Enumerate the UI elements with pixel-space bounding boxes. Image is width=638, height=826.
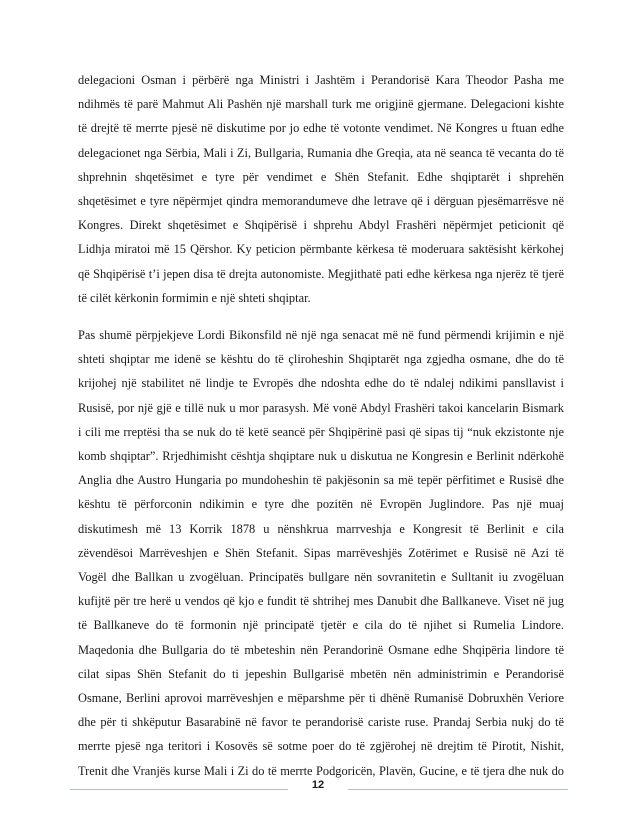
text-line: delegacioni Osman i përbërë nga Ministri i Jashtëm i Perandorisë Kara Theodor Pasha me (78, 73, 564, 87)
text-line: zëvendësoi Marrëveshjen e Shën Stefanit. Sipas marrëveshjës Zotërimet e Rusisë në Azi të (78, 545, 564, 560)
paragraph-2 (78, 323, 564, 783)
document-body (78, 68, 564, 783)
text-line: kufijtë për tre herë u vendos që kjo e fundit të shtrihej mes Danubit dhe Ballkaneve. Viset në jug (78, 594, 564, 609)
text-line: kështu të përforconin ndikimin e tyre dhe pozitën në Evropën Juglindore. Pas një muaj (78, 497, 564, 512)
text-line: Vogël dhe Ballkan u zvogëluan. Principatës bullgare nën sovranitetin e Sulltanit iu zvogëluan (78, 570, 564, 585)
text-line: dhe për ti shkëputur Basarabinë në favor te perandorisë cariste ruse. Prandaj Serbia nukj do të (78, 715, 564, 730)
text-line: Anglia dhe Austro Hungaria po mundoheshin të pakjësonin sa më tepër përfitimet e Rusisë dhe (78, 473, 564, 488)
text-line: Kongres. Direkt shqetësimet e Shqipërisë i shprehu Abdyl Frashëri nëpërmjet peticionit që (78, 218, 564, 233)
text-line: që Shqipërisë t’i jepen disa të drejta autonomiste. Megjithatë pati edhe kërkesa nga njerëz të tjerë (78, 266, 564, 281)
text-line: ndihmës të parë Mahmut Ali Pashën një marshall turk me origjinë gjermane. Delegacioni kishte (78, 97, 564, 112)
text-line: Lidhja miratoi më 15 Qërshor. Ky peticion përmbante kërkesa të moderuara saktësisht kërkohej (78, 242, 564, 257)
text-line: merrte pjesë nga teritori i Kosovës së sotme poer do të zgjërohej në drejtim të Pirotit, Nishit, (78, 739, 564, 754)
text-line: Trenit dhe Vranjës kurse Mali i Zi do të merrte Podgoricën, Plavën, Gucine, e të tjera dhe nuk do (78, 763, 564, 778)
text-line: shteti shqiptar me idenë se kështu do të çliroheshin Shqiptarët nga zgjedha osmane, dhe do të (78, 352, 564, 367)
page-footer (70, 773, 568, 801)
text-line: të cilët kërkonin formimin e një shteti shqiptar. (78, 290, 311, 305)
text-line: delegacionet nga Sërbia, Mali i Zi, Bullgaria, Rumania dhe Greqia, ata në seanca të vecanta do të (78, 145, 564, 160)
text-line: diskutimesh më 13 Korrik 1878 u nënshkrua marrveshja e Kongresit të Berlinit e cila (78, 521, 564, 536)
text-line: të Ballkaneve do të formonin një principatë tjetër e cila do të njihet si Rumelia Lindore. (78, 618, 564, 633)
text-line: Pas shumë përpjekjeve Lordi Bikonsfild në një nga senacat më në fund përmendi krijimin e një (78, 328, 564, 343)
text-line: krijohej një stabilitet në lindje te Evropës dhe ndoshta edhe do të ndalej ndikimi pansllavist i (78, 376, 564, 391)
text-line: Osmane, Berlini aprovoi marrëveshjen e mëparshme për ti dhënë Rumanisë Dobruxhën Veriore (78, 691, 564, 706)
text-line: Rusisë, por një gjë e tillë nuk u mor parasysh. Më vonë Abdyl Frashëri takoi kancelarin Bismark (78, 400, 564, 415)
paragraph-1 (78, 68, 564, 310)
text-line: Maqedonia dhe Bullgaria do të mbeteshin nën Perandorinë Osmane edhe Shqipëria lindore të (78, 642, 564, 657)
footer-divider-right (348, 789, 568, 790)
footer-divider-left (70, 789, 288, 790)
text-line: shqetësimet e tyre nëpërmjet qindra memorandumeve dhe letrave që i dërguan pjesëmarrësve në (78, 194, 564, 209)
text-line: të drejtë të merrte pjesë në diskutime por jo edhe të votonte vendimet. Në Kongres u ftuan edhe (78, 121, 564, 136)
text-line: komb shqiptar”. Rrjedhimisht cështja shqiptare nuk u diskutua ne Kongresin e Berlinit ndërkohë (78, 449, 564, 464)
text-line: cilat sipas Shën Stefanit do ti jepeshin Bullgarisë mbetën nën administrimin e Perandorisë (78, 666, 564, 681)
page-number: 12 (311, 779, 325, 791)
text-line: i cili me rreptësi tha se nuk do të ketë seancë për Shqipërinë pasi që sipas tij “nuk ekzistonte nje (78, 424, 564, 439)
text-line: shprehnin shqetësimet e tyre për vendimet e Shën Stefanit. Edhe shqiptarët i shprehën (78, 169, 564, 184)
